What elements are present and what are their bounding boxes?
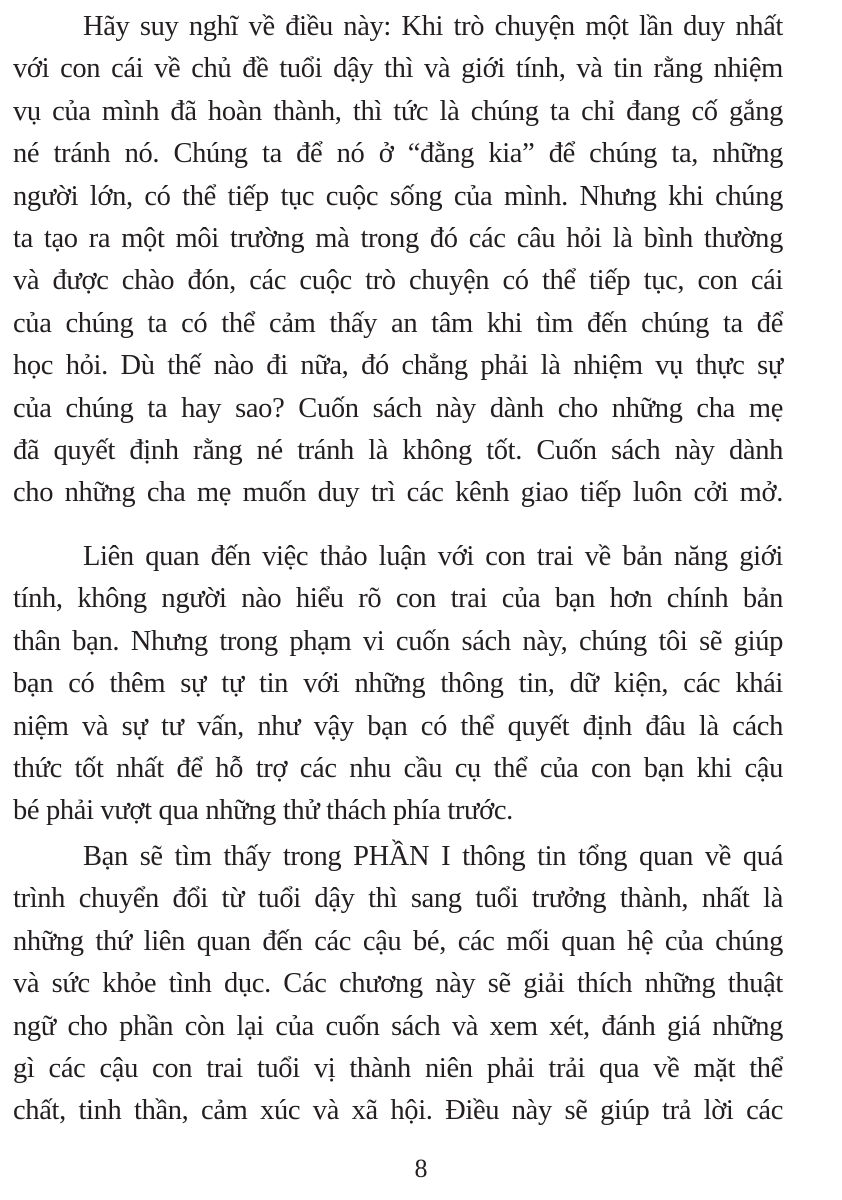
paragraph-1 bbox=[13, 6, 783, 515]
text-line: bé phải vượt qua những thử thách phía trước. bbox=[13, 795, 513, 827]
text-line: ngữ cho phần còn lại của cuốn sách và xem xét, đánh giá những bbox=[13, 1010, 783, 1042]
text-line: học hỏi. Dù thế nào đi nữa, đó chẳng phải là nhiệm vụ thực sự bbox=[13, 350, 783, 382]
text-line: của chúng ta có thể cảm thấy an tâm khi tìm đến chúng ta để bbox=[13, 307, 783, 339]
text-line: tính, không người nào hiểu rõ con trai của bạn hơn chính bản bbox=[13, 583, 783, 615]
text-line: chất, tinh thần, cảm xúc và xã hội. Điều này sẽ giúp trả lời các bbox=[13, 1095, 783, 1127]
text-line: ta tạo ra một môi trường mà trong đó các câu hỏi là bình thường bbox=[13, 222, 783, 254]
text-line: những thứ liên quan đến các cậu bé, các mối quan hệ của chúng bbox=[13, 925, 783, 957]
text-line: vụ của mình đã hoàn thành, thì tức là chúng ta chỉ đang cố gắng bbox=[13, 95, 783, 127]
text-line: người lớn, có thể tiếp tục cuộc sống của mình. Nhưng khi chúng bbox=[13, 180, 783, 212]
text-line: niệm và sự tư vấn, như vậy bạn có thể quyết định đâu là cách bbox=[13, 710, 783, 742]
text-line: né tránh nó. Chúng ta để nó ở “đằng kia” để chúng ta, những bbox=[13, 138, 783, 170]
text-line: thân bạn. Nhưng trong phạm vi cuốn sách này, chúng tôi sẽ giúp bbox=[13, 625, 783, 657]
paragraph-2 bbox=[13, 536, 783, 833]
paragraph-3 bbox=[13, 836, 783, 1133]
text-line: Liên quan đến việc thảo luận với con trai về bản năng giới bbox=[83, 541, 783, 572]
text-line: thức tốt nhất để hỗ trợ các nhu cầu cụ thể của con bạn khi cậu bbox=[13, 752, 783, 784]
text-line: cho những cha mẹ muốn duy trì các kênh giao tiếp luôn cởi mở. bbox=[13, 477, 783, 509]
text-line: gì các cậu con trai tuổi vị thành niên phải trải qua về mặt thể bbox=[13, 1052, 783, 1084]
text-line: đã quyết định rằng né tránh là không tốt. Cuốn sách này dành bbox=[13, 434, 783, 466]
text-line: bạn có thêm sự tự tin với những thông tin, dữ kiện, các khái bbox=[13, 668, 783, 700]
page-number: 8 bbox=[414, 1154, 428, 1183]
text-line: và sức khỏe tình dục. Các chương này sẽ giải thích những thuật bbox=[13, 968, 783, 1000]
text-line: và được chào đón, các cuộc trò chuyện có thể tiếp tục, con cái bbox=[13, 265, 783, 297]
text-line: với con cái về chủ đề tuổi dậy thì và giới tính, và tin rằng nhiệm bbox=[13, 53, 783, 85]
text-line: Bạn sẽ tìm thấy trong PHẦN I thông tin tổng quan về quá bbox=[83, 841, 783, 872]
text-line: của chúng ta hay sao? Cuốn sách này dành cho những cha mẹ bbox=[13, 392, 783, 424]
text-line: Hãy suy nghĩ về điều này: Khi trò chuyện một lần duy nhất bbox=[83, 11, 783, 42]
text-line: trình chuyển đổi từ tuổi dậy thì sang tuổi trưởng thành, nhất là bbox=[13, 883, 783, 915]
